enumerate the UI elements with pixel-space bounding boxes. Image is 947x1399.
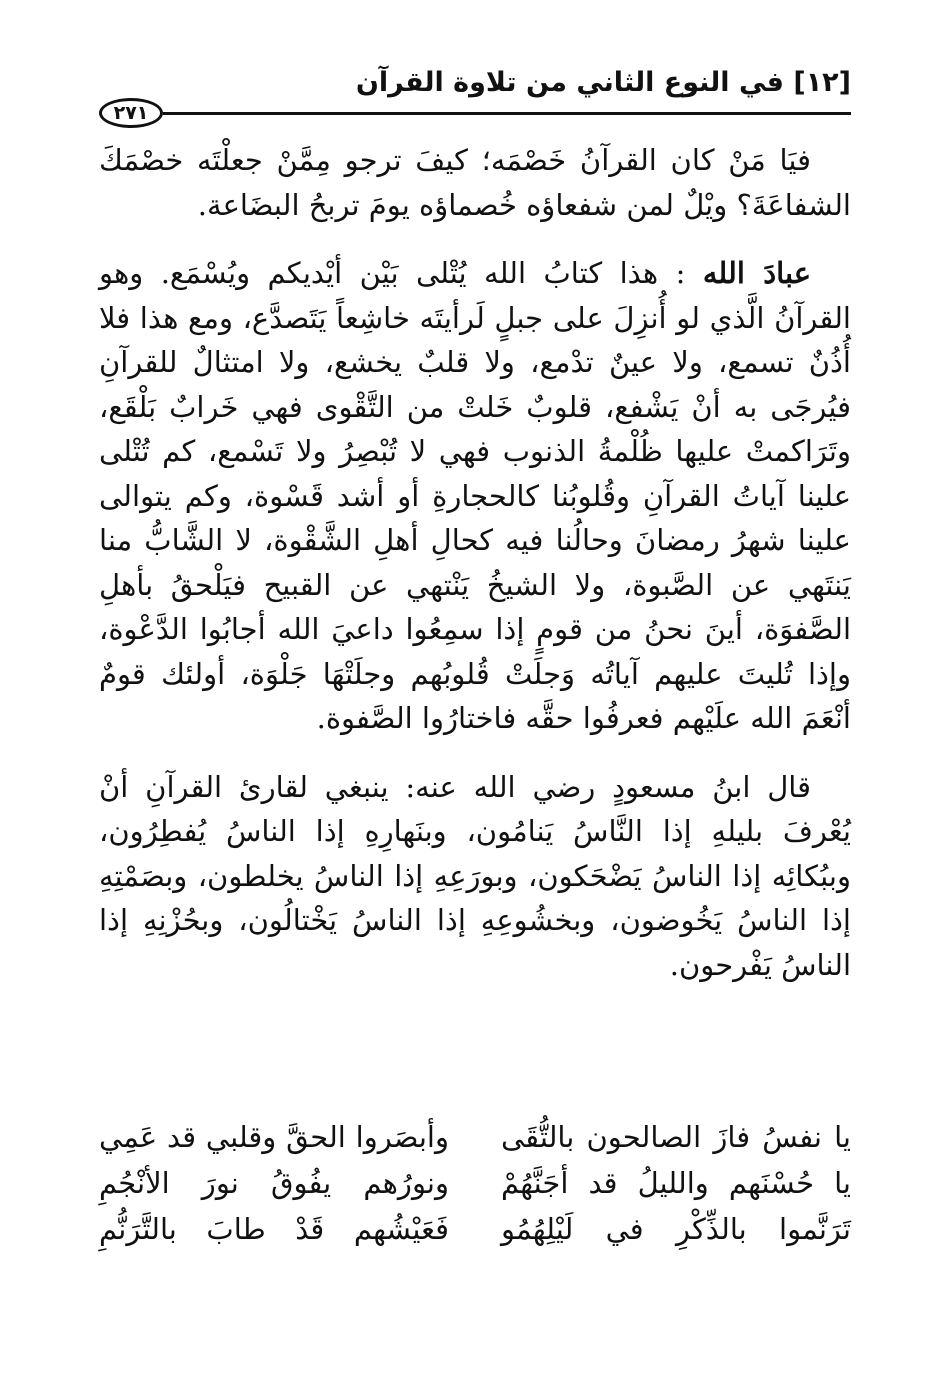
poem-second-hemistich: فَعَيْشُهم قَدْ طابَ بالتَّرَنُّمِ [99, 1212, 449, 1246]
poem-second-hemistich: وأبصَروا الحقَّ وقلبي قد عَمِي [99, 1120, 449, 1154]
poem [99, 1114, 851, 1252]
paragraph-text: : هذا كتابُ الله يُتْلى بَيْن أيْديكم ويُسْمَع. وهو القرآنُ الَّذي لو أُنزِلَ على جبلٍ لَرأيتَه خاشِعاً يَتَصدَّع، ومع هذا فلا أُذُنٌ تسمع، ولا عينٌ تدْمع، ولا قلبٌ يخشع، ولا امتثالٌ للقرآنِ فيُرجَى به أنْ يَشْفع، قلوبٌ خَلتْ من التَّقْوى فهي خَرابٌ بَلْقَع، وتَرَاكمتْ عليها ظُلْمةُ الذنوب فهي لا تُبْصِرُ ولا تَسْمع، كم تُتْلى علينا آياتُ القرآنِ وقُلوبُنا كالحجارةِ أو أشد قَسْوة، وكم يتوالى علينا شهرُ رمضانَ وحالُنا فيه كحالِ أهلِ الشَّقْوة، لا الشَّابُّ منا يَنتَهي عن الصَّبوة، ولا الشيخُ يَنْتهي عن القبيح فيَلْحقُ بأهلِ الصَّفوَة، أينَ نحنُ من قومٍ إذا سمِعُوا داعيَ الله أجابُوا الدَّعْوة، وإذا تُليتَ عليهم آياتُه وَجلَتْ قُلوبُهم وجلَتْهَا جَلْوَة، أولئك قومٌ أنْعَمَ الله علَيْهم فعرفُوا حقَّه فاختارُوا الصَّفوة. [99, 256, 851, 735]
paragraph-lead-word: عبادَ الله [702, 256, 811, 290]
page-body [99, 138, 851, 987]
poem-first-hemistich: يا حُسْنَهم والليلُ قد أجَنَّهُمْ [501, 1166, 851, 1200]
paragraph-quote [99, 765, 851, 988]
poem-verse [99, 1114, 851, 1160]
page-number: ٢٧١ [99, 98, 163, 128]
poem-first-hemistich: تَرَنَّموا بالذِّكْرِ في لَيْلِهُمُو [501, 1212, 851, 1246]
poem-first-hemistich: يا نفسُ فازَ الصالحون بالتُّقَى [501, 1120, 851, 1154]
poem-verse [99, 1206, 851, 1252]
header-rule [163, 112, 851, 115]
paragraph-text: فيَا مَنْ كان القرآنُ خَصْمَه؛ كيفَ ترجو مِمَّنْ جعلْتَه خصْمَكَ الشفاعَةَ؟ ويْلٌ لمن شفعاؤه خُصماؤه يومَ تربحُ البضَاعة. [99, 143, 851, 222]
running-header [99, 66, 851, 126]
paragraph-text: قال ابنُ مسعودٍ رضي الله عنه: ينبغي لقارئ القرآنِ أنْ يُعْرفَ بليلهِ إذا النَّاسُ يَنامُون، وبنَهارِهِ إذا الناسُ يُفطِرُون، وببُكائِه إذا الناسُ يَضْحَكون، وبورَعِهِ إذا الناسُ يخلطون، وبصَمْتِهِ إذا الناسُ يَخُوضون، وبخشُوعِهِ إذا الناسُ يَخْتالُون، وبحُزْنِهِ إذا الناسُ يَفْرحون. [99, 769, 851, 982]
poem-second-hemistich: ونورُهم يفُوقُ نورَ الأنْجُمِ [99, 1166, 449, 1200]
poem-verse [99, 1160, 851, 1206]
paragraph-exhortation [99, 251, 851, 741]
chapter-title: [١٢] في النوع الثاني من تلاوة القرآن [355, 67, 851, 98]
paragraph-opening [99, 138, 851, 227]
